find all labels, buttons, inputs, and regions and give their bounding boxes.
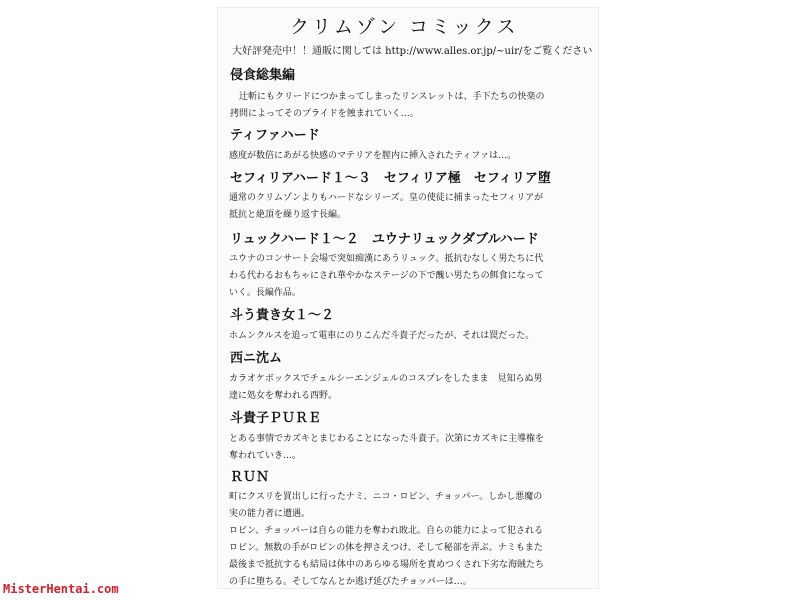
- work-description: 町にクスリを買出しに行ったナミ、ニコ・ロビン、チョッパー。しかし悪魔の 実の能力者に遭遇。 ロビン、チョッパーは自らの能力を奪われ敗北。自らの能力によって犯される ロビン。無数の手がロビンの体を押さえつけ、そして秘部を弄ぶ。ナミもまた 最後まで抵抗するも結局は体中のあらゆる場所を責めつくされ下劣な海賊たち の手に堕ちる。そしてなんとか逃げ延びたチョッパーは…。: [229, 492, 545, 587]
- work-description: ユウナのコンサート会場で突如痴漢にあうリュック。抵抗むなしく男たちに代 わる代わるおもちゃにされ華やかなステージの下で醜い男たちの餌食になって いく。長編作品。: [229, 254, 544, 298]
- work-description: とある事情でカズキとまじわることになった斗貴子。次第にカズキに主導権を 奪われていき…。: [229, 434, 545, 461]
- work-heading: リュックハード１〜２ ユウナリュックダブルハード: [230, 232, 539, 247]
- work-heading: ＲＵＮ: [230, 470, 270, 485]
- work-description: 感度が数倍にあがる快感のマテリアを膣内に挿入されたティファは…。: [229, 151, 517, 161]
- work-heading: 西ニ沈ム: [230, 351, 283, 366]
- work-description: ホムンクルスを追って電車にのりこんだ斗貴子だったが、それは罠だった。: [229, 331, 535, 341]
- mail-order-notice: 大好評発売中！！通販に関しては http://www.alles.or.jp/~uir/をご覧ください: [232, 46, 593, 57]
- work-description: 辻斬にもクリードにつかまってしまったリンスレットは、手下たちの快楽の 拷問によってそのプライドを蝕まれていく…。: [230, 92, 545, 119]
- site-watermark: MisterHentai.com: [3, 582, 119, 596]
- work-heading: 斗う貴き女１〜２: [230, 308, 335, 323]
- work-description: 通常のクリムゾンよりもハードなシリーズ。皇の使徒に捕まったセフィリアが 抵抗と絶頂を繰り返す長編。: [229, 193, 544, 220]
- work-description: カラオケボックスでチェルシーエンジェルのコスプレをしたまま 見知らぬ男 達に処女を奪われる西野。: [229, 374, 543, 401]
- work-heading: 斗貴子ＰＵＲＥ: [230, 411, 322, 426]
- page-title: クリムゾン コミックス: [290, 16, 519, 38]
- work-heading: 侵食総集編: [230, 68, 296, 83]
- work-heading: セフィリアハード１〜３ セフィリア極 セフィリア堕: [230, 171, 551, 186]
- work-heading: ティファハード: [230, 128, 320, 143]
